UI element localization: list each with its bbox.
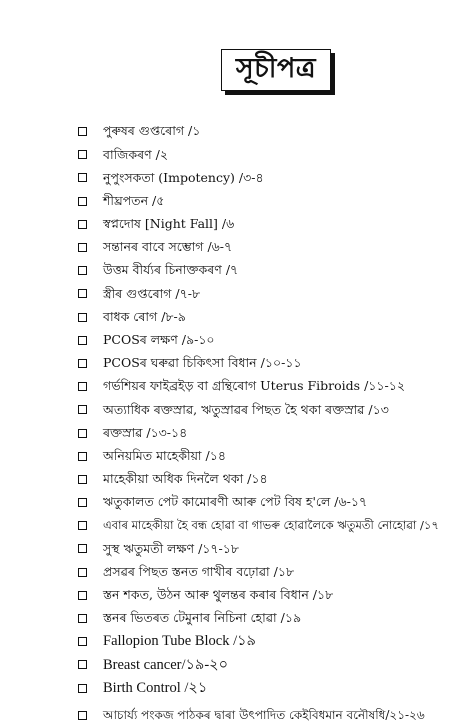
toc-item-text: স্তনৰ ভিতৰত টেমুনাৰ নিচিনা হোৱা /১৯ xyxy=(103,610,302,626)
toc-item-text: শীঘ্ৰপতন /৫ xyxy=(103,192,165,208)
toc-item[interactable] xyxy=(78,236,468,259)
toc-item[interactable] xyxy=(78,120,468,143)
toc-item[interactable] xyxy=(78,329,468,352)
toc-item-text: সন্তানৰ বাবে সম্ভোগ /৬-৭ xyxy=(103,239,233,255)
toc-item-text: সুস্থ ঋতুমতী লক্ষণ /১৭-১৮ xyxy=(103,540,239,556)
checkbox-icon xyxy=(78,614,87,623)
toc-item[interactable] xyxy=(78,653,468,676)
checkbox-icon xyxy=(78,637,87,646)
checkbox-icon xyxy=(78,313,87,322)
toc-item-text: PCOSৰ লক্ষণ /৯-১০ xyxy=(103,332,215,348)
toc-item[interactable] xyxy=(78,445,468,468)
page-title: সূচীপত্ৰ xyxy=(221,49,331,91)
checkbox-icon xyxy=(78,336,87,345)
toc-item[interactable] xyxy=(78,166,468,189)
checkbox-icon xyxy=(78,220,87,229)
toc-item-text: স্বপ্নদোষ [Night Fall] /৬ xyxy=(103,216,235,232)
toc-item[interactable] xyxy=(78,677,468,700)
checkbox-icon xyxy=(78,429,87,438)
toc-item-text: স্তন শকত, উঠন আৰু থুলন্তৰ কৰাৰ বিধান /১৮ xyxy=(103,587,334,603)
checkbox-icon xyxy=(78,243,87,252)
toc-item-text: পুৰুষৰ গুপ্তৰোগ /১ xyxy=(103,123,201,139)
checkbox-icon xyxy=(78,173,87,182)
toc-item[interactable] xyxy=(78,143,468,166)
toc-item[interactable] xyxy=(78,630,468,653)
toc-item-text: বাধক ৰোগ /৮-৯ xyxy=(103,308,186,324)
toc-item-text: PCOSৰ ঘৰুৱা চিকিৎসা বিধান /১০-১১ xyxy=(103,355,302,371)
toc-item[interactable] xyxy=(78,468,468,491)
toc-item[interactable] xyxy=(78,584,468,607)
toc-item-text: অনিয়মিত মাহেকীয়া /১৪ xyxy=(103,447,226,463)
toc-item[interactable] xyxy=(78,491,468,514)
toc-item[interactable] xyxy=(78,421,468,444)
toc-item-text: বাজিকৰণ /২ xyxy=(103,146,168,162)
toc-item[interactable] xyxy=(78,561,468,584)
toc-item-text: মাহেকীয়া অধিক দিনলৈ থকা /১৪ xyxy=(103,471,268,487)
toc-item-text: আচাৰ্য্য পংকজ পাঠকৰ দ্বাৰা উৎপাদিত কেইবিধমান বনৌষধি/২১-২৬ xyxy=(103,708,425,723)
checkbox-icon xyxy=(78,568,87,577)
toc-item[interactable] xyxy=(78,607,468,630)
toc-item-text: অত্যাধিক ৰক্তস্ৰাৱ, ঋতুস্ৰাৱৰ পিছত হৈ থকা ৰক্তস্ৰাৱ /১৩ xyxy=(103,401,389,417)
checkbox-icon xyxy=(78,475,87,484)
toc-item[interactable] xyxy=(78,306,468,329)
toc-item-text: প্ৰসৱৰ পিছত স্তনত গাখীৰ বঢ়োৱা /১৮ xyxy=(103,563,295,579)
checkbox-icon xyxy=(78,684,87,693)
toc-item[interactable] xyxy=(78,398,468,421)
checkbox-icon xyxy=(78,266,87,275)
toc-item[interactable] xyxy=(78,704,468,727)
checkbox-icon xyxy=(78,452,87,461)
toc-item-text: ৰক্তস্ৰাৱ /১৩-১৪ xyxy=(103,424,188,440)
toc-item-text: উত্তম বীৰ্য্যৰ চিনাক্তকৰণ /৭ xyxy=(103,262,239,278)
checkbox-icon xyxy=(78,711,87,720)
checkbox-icon xyxy=(78,150,87,159)
checkbox-icon xyxy=(78,660,87,669)
checkbox-icon xyxy=(78,405,87,414)
checkbox-icon xyxy=(78,591,87,600)
toc-item-text: স্ত্ৰীৰ গুপ্তৰোগ /৭-৮ xyxy=(103,285,201,301)
toc-item[interactable] xyxy=(78,282,468,305)
toc-item-text: Fallopion Tube Block /১৯ xyxy=(103,633,256,650)
checkbox-icon xyxy=(78,521,87,530)
toc-item-text: ঋতুকালত পেট কামোৰণী আৰু পেট বিষ হ'লে /৬-১৭ xyxy=(103,494,368,510)
checkbox-icon xyxy=(78,289,87,298)
toc-item[interactable] xyxy=(78,352,468,375)
checkbox-icon xyxy=(78,127,87,136)
checkbox-icon xyxy=(78,382,87,391)
toc-item-text: এবাৰ মাহেকীয়া হৈ বন্ধ হোৱা বা গাভৰু হোৱালৈকে ঋতুমতী নোহোৱা /১৭ xyxy=(103,518,439,533)
toc-item-text: গৰ্ভশিয়ৰ ফাইব্ৰইড় বা গ্ৰন্থিৰোগ Uterus Fibroids /১১-১২ xyxy=(103,378,405,394)
toc-item-text: নুপুংসকতা (Impotency) /৩-৪ xyxy=(103,169,264,185)
toc-item[interactable] xyxy=(78,190,468,213)
toc-item-text: Birth Control /২১ xyxy=(103,679,208,696)
toc-item-text: Breast cancer/১৯-২০ xyxy=(103,656,229,673)
table-of-contents xyxy=(78,120,468,727)
checkbox-icon xyxy=(78,197,87,206)
checkbox-icon xyxy=(78,498,87,507)
toc-item[interactable] xyxy=(78,375,468,398)
toc-item[interactable] xyxy=(78,213,468,236)
checkbox-icon xyxy=(78,544,87,553)
toc-item[interactable] xyxy=(78,514,468,537)
toc-item[interactable] xyxy=(78,259,468,282)
checkbox-icon xyxy=(78,359,87,368)
toc-item[interactable] xyxy=(78,537,468,560)
